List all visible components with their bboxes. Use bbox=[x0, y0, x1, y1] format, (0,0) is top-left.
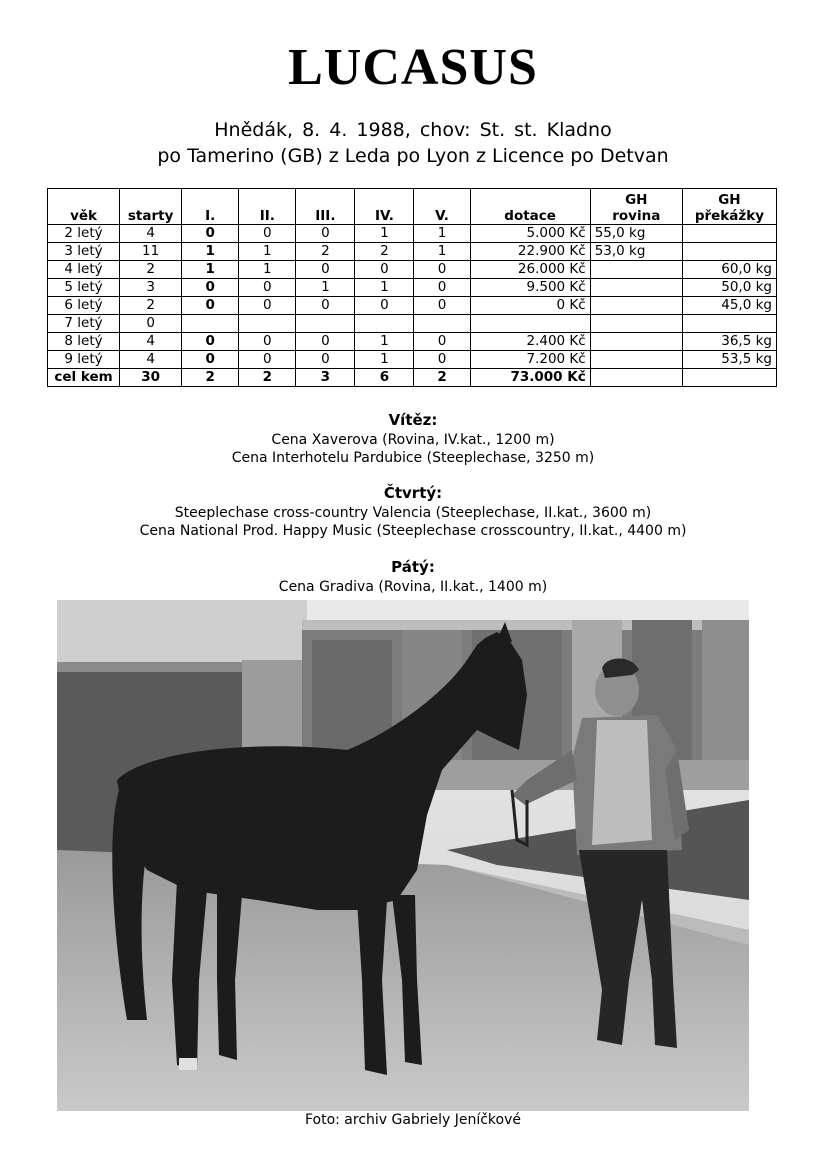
total-starty: 30 bbox=[120, 369, 182, 387]
header-i: I. bbox=[182, 189, 239, 225]
total-ii: 2 bbox=[239, 369, 296, 387]
cell-ii: 0 bbox=[239, 225, 296, 243]
cell-ii: 1 bbox=[239, 261, 296, 279]
cell-gh-prekazky: 36,5 kg bbox=[682, 333, 776, 351]
fourth-race: Steeplechase cross-country Valencia (Steeplechase, II.kat., 3600 m) bbox=[174, 505, 652, 521]
table-row bbox=[48, 261, 777, 279]
table-row bbox=[48, 279, 777, 297]
racing-stats-table bbox=[47, 188, 777, 387]
header-vek: věk bbox=[48, 189, 120, 225]
total-gh-rovina bbox=[590, 369, 682, 387]
table-row bbox=[48, 297, 777, 315]
cell-ii bbox=[239, 315, 296, 333]
cell-dotace: 2.400 Kč bbox=[470, 333, 590, 351]
cell-i: 1 bbox=[182, 261, 239, 279]
cell-iii: 0 bbox=[296, 333, 355, 351]
total-gh-prekazky bbox=[682, 369, 776, 387]
cell-iii: 0 bbox=[296, 297, 355, 315]
cell-starty: 2 bbox=[120, 261, 182, 279]
cell-iii: 0 bbox=[296, 225, 355, 243]
fifth-section bbox=[0, 558, 826, 596]
cell-gh-rovina: 53,0 kg bbox=[590, 243, 682, 261]
cell-gh-rovina bbox=[590, 297, 682, 315]
cell-gh-prekazky bbox=[682, 315, 776, 333]
cell-vek: 3 letý bbox=[48, 243, 120, 261]
cell-ii: 1 bbox=[239, 243, 296, 261]
cell-ii: 0 bbox=[239, 279, 296, 297]
cell-v: 0 bbox=[414, 333, 470, 351]
page-title: LUCASUS bbox=[288, 39, 538, 96]
cell-vek: 7 letý bbox=[48, 315, 120, 333]
header-gh-prekazky-label: překážky bbox=[694, 208, 765, 224]
fourth-heading: Čtvrtý: bbox=[383, 484, 443, 502]
cell-vek: 6 letý bbox=[48, 297, 120, 315]
header-ii: II. bbox=[239, 189, 296, 225]
table-row bbox=[48, 243, 777, 261]
cell-i: 0 bbox=[182, 333, 239, 351]
cell-gh-rovina bbox=[590, 315, 682, 333]
cell-dotace: 5.000 Kč bbox=[470, 225, 590, 243]
cell-iii: 0 bbox=[296, 261, 355, 279]
header-iv: IV. bbox=[355, 189, 414, 225]
table-header-row bbox=[48, 189, 777, 225]
cell-dotace: 26.000 Kč bbox=[470, 261, 590, 279]
cell-starty: 4 bbox=[120, 333, 182, 351]
subtitle-birth: Hnědák, 8. 4. 1988, chov: St. st. Kladno bbox=[214, 119, 612, 141]
fourth-section bbox=[0, 484, 826, 540]
subtitle-pedigree: po Tamerino (GB) z Leda po Lyon z Licence po Detvan bbox=[157, 145, 669, 167]
cell-gh-prekazky: 50,0 kg bbox=[682, 279, 776, 297]
cell-iii: 2 bbox=[296, 243, 355, 261]
winner-race: Cena Xaverova (Rovina, IV.kat., 1200 m) bbox=[271, 432, 555, 448]
cell-dotace bbox=[470, 315, 590, 333]
cell-iv: 1 bbox=[355, 351, 414, 369]
header-gh-prekazky bbox=[682, 189, 776, 225]
cell-ii: 0 bbox=[239, 297, 296, 315]
cell-vek: 9 letý bbox=[48, 351, 120, 369]
cell-i: 0 bbox=[182, 297, 239, 315]
cell-starty: 11 bbox=[120, 243, 182, 261]
cell-gh-rovina bbox=[590, 279, 682, 297]
cell-gh-rovina: 55,0 kg bbox=[590, 225, 682, 243]
header-v: V. bbox=[414, 189, 470, 225]
cell-v bbox=[414, 315, 470, 333]
cell-vek: 5 letý bbox=[48, 279, 120, 297]
cell-iii: 0 bbox=[296, 351, 355, 369]
cell-v: 0 bbox=[414, 297, 470, 315]
cell-vek: 2 letý bbox=[48, 225, 120, 243]
cell-gh-prekazky bbox=[682, 243, 776, 261]
fourth-race: Cena National Prod. Happy Music (Steeplechase crosscountry, II.kat., 4400 m) bbox=[139, 523, 687, 539]
total-iii: 3 bbox=[296, 369, 355, 387]
cell-i: 0 bbox=[182, 351, 239, 369]
winner-race: Cena Interhotelu Pardubice (Steeplechase, 3250 m) bbox=[231, 450, 595, 466]
fifth-race: Cena Gradiva (Rovina, II.kat., 1400 m) bbox=[278, 579, 548, 595]
cell-vek: 4 letý bbox=[48, 261, 120, 279]
cell-starty: 2 bbox=[120, 297, 182, 315]
cell-dotace: 9.500 Kč bbox=[470, 279, 590, 297]
cell-v: 1 bbox=[414, 243, 470, 261]
cell-iv: 0 bbox=[355, 297, 414, 315]
cell-iii bbox=[296, 315, 355, 333]
cell-starty: 4 bbox=[120, 225, 182, 243]
cell-starty: 0 bbox=[120, 315, 182, 333]
cell-iv bbox=[355, 315, 414, 333]
photo-caption: Foto: archiv Gabriely Jeníčkové bbox=[304, 1112, 522, 1128]
cell-v: 0 bbox=[414, 351, 470, 369]
table-row bbox=[48, 333, 777, 351]
cell-iv: 1 bbox=[355, 225, 414, 243]
total-v: 2 bbox=[414, 369, 470, 387]
cell-vek: 8 letý bbox=[48, 333, 120, 351]
cell-gh-prekazky: 60,0 kg bbox=[682, 261, 776, 279]
total-i: 2 bbox=[182, 369, 239, 387]
header-gh-rovina-label: rovina bbox=[612, 208, 661, 224]
cell-i: 0 bbox=[182, 225, 239, 243]
cell-v: 0 bbox=[414, 279, 470, 297]
table-row bbox=[48, 351, 777, 369]
cell-i: 0 bbox=[182, 279, 239, 297]
cell-iv: 1 bbox=[355, 279, 414, 297]
cell-iv: 0 bbox=[355, 261, 414, 279]
header-gh-top: GH bbox=[625, 192, 648, 208]
header-iii: III. bbox=[296, 189, 355, 225]
table-row bbox=[48, 225, 777, 243]
winner-section bbox=[0, 411, 826, 467]
fifth-heading: Pátý: bbox=[391, 558, 435, 576]
cell-gh-rovina bbox=[590, 261, 682, 279]
cell-dotace: 7.200 Kč bbox=[470, 351, 590, 369]
header-gh-top: GH bbox=[718, 192, 741, 208]
cell-ii: 0 bbox=[239, 333, 296, 351]
cell-i bbox=[182, 315, 239, 333]
cell-v: 0 bbox=[414, 261, 470, 279]
cell-starty: 3 bbox=[120, 279, 182, 297]
header-starty: starty bbox=[120, 189, 182, 225]
cell-iv: 2 bbox=[355, 243, 414, 261]
cell-gh-prekazky: 53,5 kg bbox=[682, 351, 776, 369]
total-dotace: 73.000 Kč bbox=[470, 369, 590, 387]
cell-gh-rovina bbox=[590, 333, 682, 351]
cell-i: 1 bbox=[182, 243, 239, 261]
cell-gh-prekazky: 45,0 kg bbox=[682, 297, 776, 315]
cell-v: 1 bbox=[414, 225, 470, 243]
table-row bbox=[48, 315, 777, 333]
total-row bbox=[48, 369, 777, 387]
header-dotace: dotace bbox=[470, 189, 590, 225]
total-iv: 6 bbox=[355, 369, 414, 387]
cell-dotace: 0 Kč bbox=[470, 297, 590, 315]
winner-heading: Vítěz: bbox=[388, 411, 438, 429]
cell-starty: 4 bbox=[120, 351, 182, 369]
horse-photo bbox=[57, 600, 749, 1111]
cell-dotace: 22.900 Kč bbox=[470, 243, 590, 261]
cell-iv: 1 bbox=[355, 333, 414, 351]
cell-iii: 1 bbox=[296, 279, 355, 297]
cell-gh-prekazky bbox=[682, 225, 776, 243]
total-vek: cel kem bbox=[48, 369, 120, 387]
horse-sock bbox=[179, 1058, 197, 1070]
cell-gh-rovina bbox=[590, 351, 682, 369]
cell-ii: 0 bbox=[239, 351, 296, 369]
header-gh-rovina bbox=[590, 189, 682, 225]
